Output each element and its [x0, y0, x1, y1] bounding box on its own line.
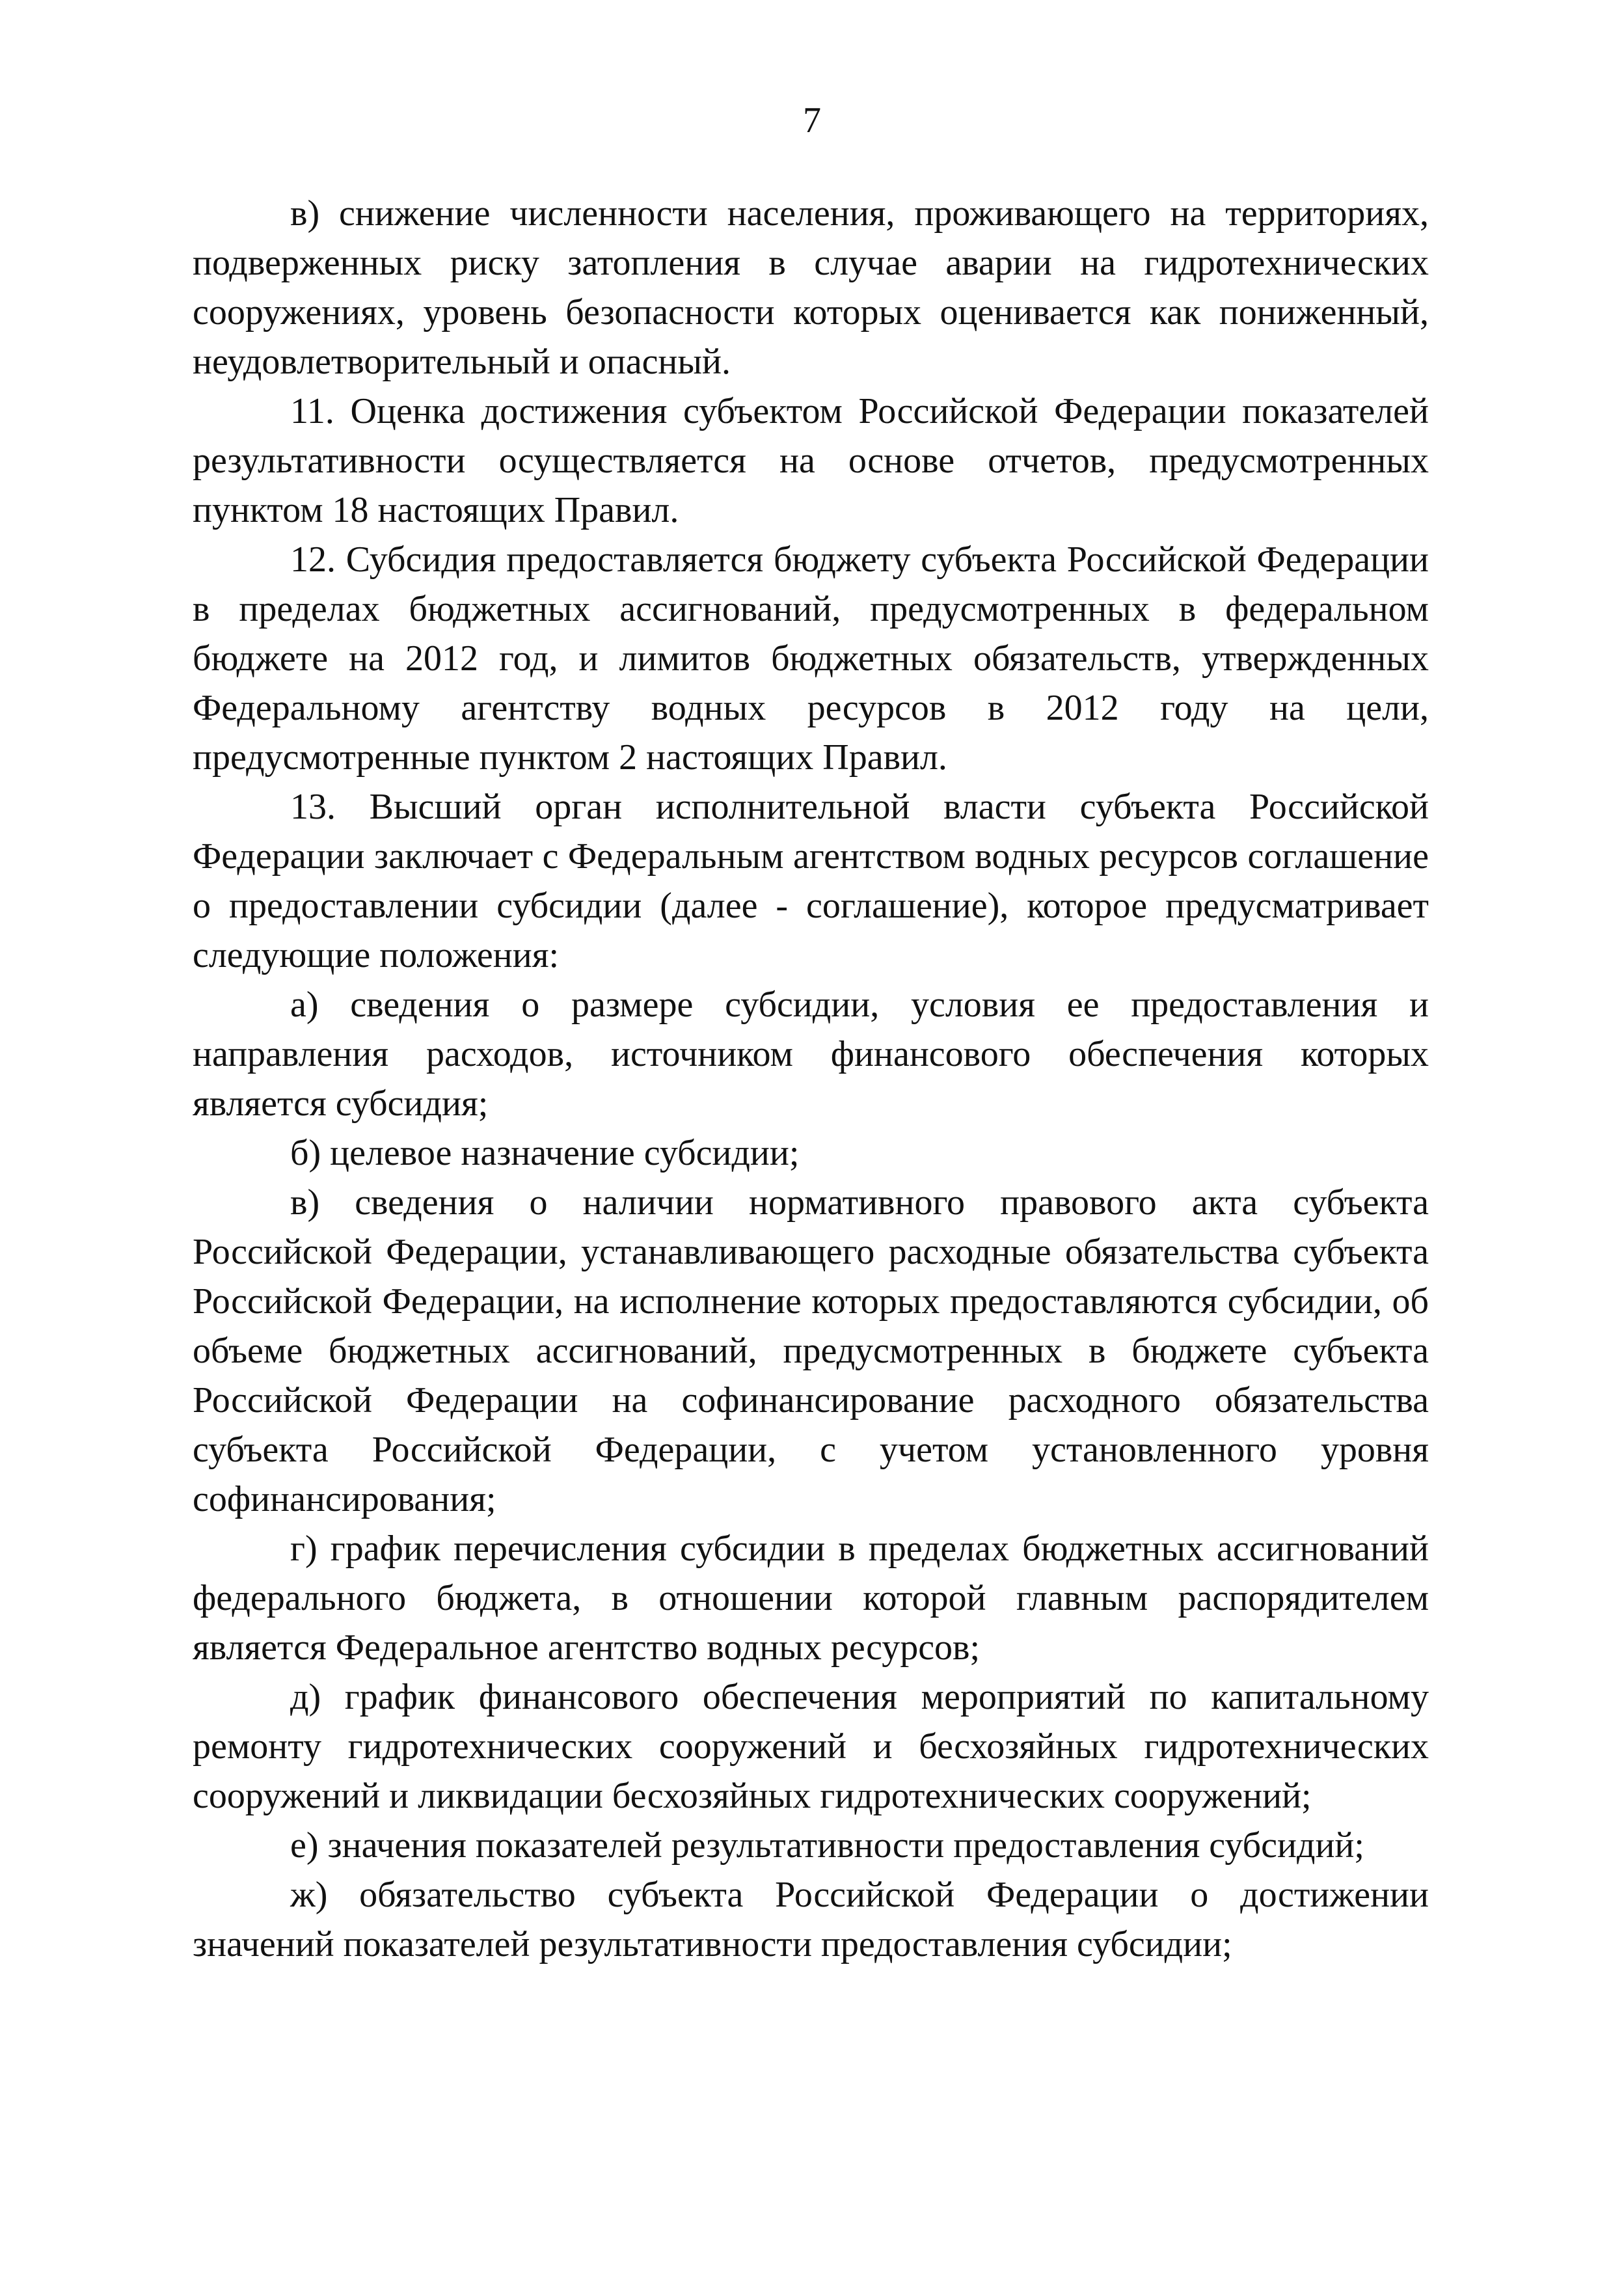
document-body — [193, 189, 1429, 1969]
list-item-v: в) сведения о наличии нормативного правового акта субъекта Российской Федерации, устанавливающего расходные обязательства субъекта Российской Федерации, на исполнение которых предоставляются субсидии, об объеме бюджетных ассигнований, предусмотренных в бюджете субъекта Российской Федерации на софинансирование расходного обязательства субъекта Российской Федерации, с учетом установленного уровня софинансирования; — [193, 1182, 1429, 1519]
paragraph-11-assessment: 11. Оценка достижения субъектом Российской Федерации показателей результативности осуществляется на основе отчетов, предусмотренных пунктом 18 настоящих Правил. — [193, 391, 1429, 530]
page-number: 7 — [803, 100, 821, 141]
paragraph-12-subsidy: 12. Субсидия предоставляется бюджету субъекта Российской Федерации в пределах бюджетных ассигнований, предусмотренных в федеральном бюджете на 2012 год, и лимитов бюджетных обязательств, утвержденных Федеральному агентству водных ресурсов в 2012 году на цели, предусмотренные пунктом 2 настоящих Правил. — [193, 539, 1429, 778]
list-item-d: д) график финансового обеспечения мероприятий по капитальному ремонту гидротехнических сооружений и бесхозяйных гидротехнических сооружений и ликвидации бесхозяйных гидротехнических сооружений; — [193, 1677, 1429, 1816]
list-item-g: г) график перечисления субсидии в пределах бюджетных ассигнований федерального бюджета, в отношении которой главным распорядителем является Федеральное агентство водных ресурсов; — [193, 1528, 1429, 1668]
list-item-e: е) значения показателей результативности предоставления субсидий; — [290, 1825, 1364, 1866]
list-item-b: б) целевое назначение субсидии; — [290, 1133, 800, 1173]
paragraph-v-population: в) снижение численности населения, проживающего на территориях, подверженных риску затопления в случае аварии на гидротехнических сооружениях, уровень безопасности которых оценивается как пониженный, неудовлетворительный и опасный. — [193, 193, 1429, 382]
paragraph-13-agreement: 13. Высший орган исполнительной власти субъекта Российской Федерации заключает с Федеральным агентством водных ресурсов соглашение о предоставлении субсидии (далее - соглашение), которое предусматривает следующие положения: — [193, 787, 1429, 975]
list-item-zh: ж) обязательство субъекта Российской Федерации о достижении значений показателей результативности предоставления субсидии; — [193, 1875, 1429, 1964]
list-item-a: а) сведения о размере субсидии, условия ее предоставления и направления расходов, источником финансового обеспечения которых является субсидия; — [193, 985, 1429, 1124]
